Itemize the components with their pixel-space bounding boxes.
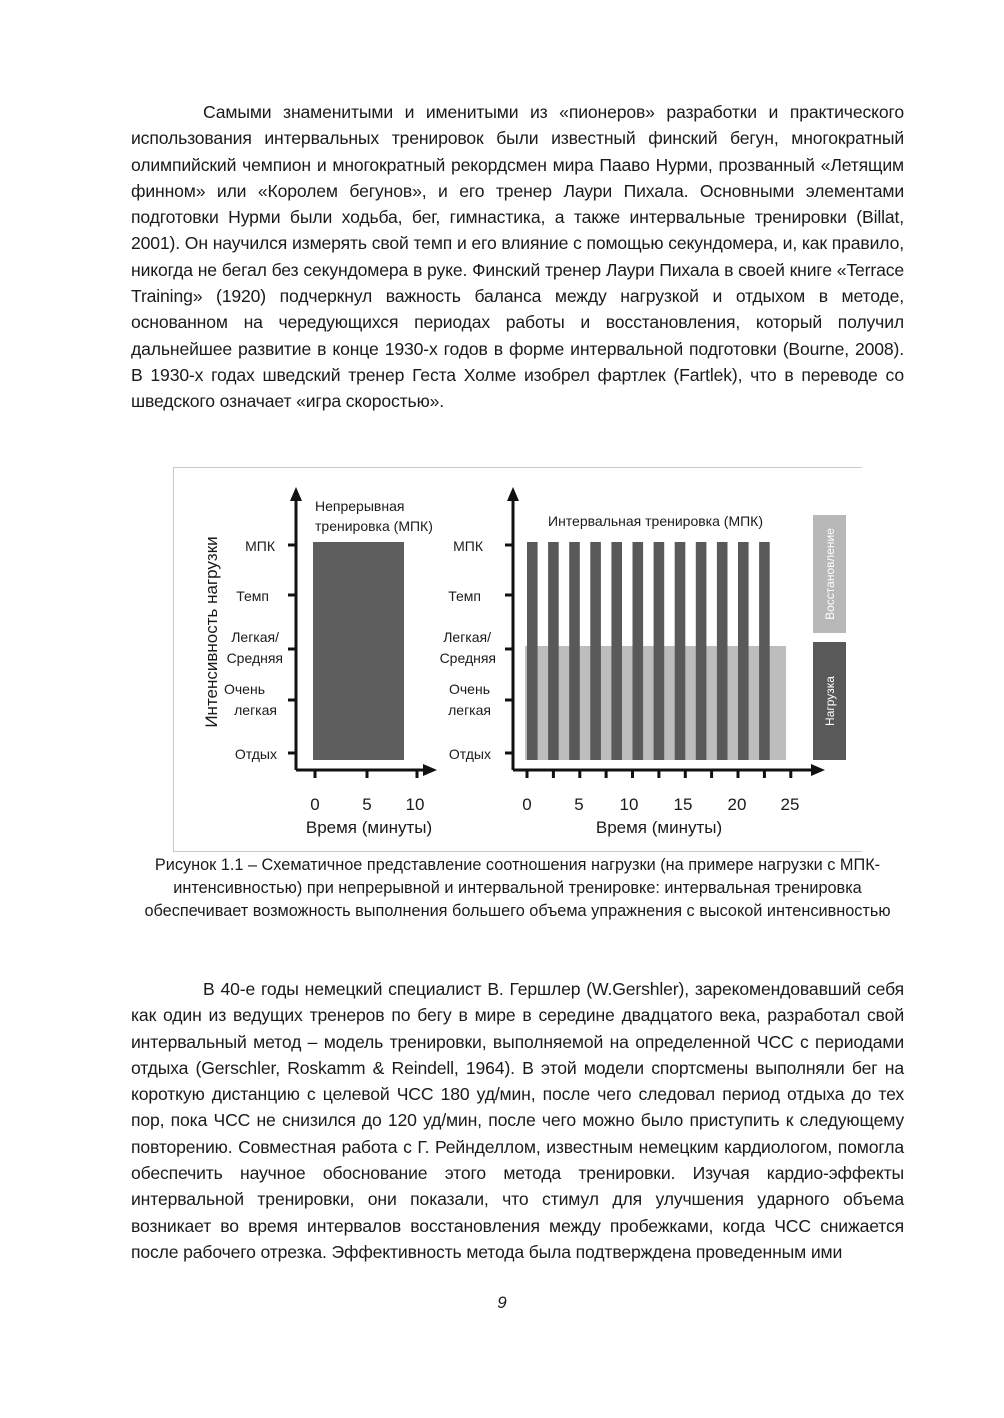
interval-load-bar-12 [759,542,770,760]
right-x-tick-0: 0 [522,795,532,814]
left-level-verylight-2: легкая [234,702,277,718]
right-y-arrow [507,487,519,501]
left-level-verylight-1: Очень [224,681,265,697]
left-level-tempo: Темп [236,588,269,604]
page-number: 9 [497,1293,507,1312]
left-x-tick-5: 5 [362,795,372,814]
continuous-title-2: тренировка (МПК) [315,518,433,534]
right-x-tick-10: 10 [619,795,639,814]
interval-load-bar-4 [590,542,601,760]
interval-load-bar-1 [527,542,538,760]
left-x-arrow [423,764,437,776]
left-x-tick-0: 0 [310,795,320,814]
figure-chart [173,467,863,852]
interval-load-bar-9 [696,542,707,760]
right-level-light-2: Средняя [439,650,496,666]
left-level-rest: Отдых [234,746,277,762]
right-x-tick-25: 25 [780,795,800,814]
right-level-tempo: Темп [448,588,481,604]
left-level-light-2: Средняя [226,650,283,666]
right-level-verylight-1: Очень [449,681,490,697]
interval-title: Интервальная тренировка (МПК) [548,513,763,529]
right-x-tick-5: 5 [574,795,584,814]
right-x-tick-20: 20 [727,795,747,814]
left-x-label: Время (минуты) [305,818,433,837]
interval-load-bar-11 [738,542,749,760]
left-level-mpk: МПК [245,538,275,554]
paragraph-2: В 40-е годы немецкий специалист В. Гершлер (W.Gershler), зарекомендовавший себя как один из ведущих тренеров по бегу в мире в середине двадцатого века, разработал свой интервальный метод – модель тренировки, выполняемой на определенной ЧСС с периодами отдыха (Gerschler, Roskamm & Reindell, 1964). В этой модели спортсмены выполняли бег на короткую дистанцию с целевой ЧСС 180 уд/мин, после чего следовал период отдыха до тех пор, пока ЧСС не снизился до 120 уд/мин, после чего можно было приступить к следующему повторению. Совместная работа с Г. Рейнделлом, известным немецким кардиологом, помогла обеспечить научное обоснование этого метода тренировки. Изучая кардио-эффекты интервальной тренировки, они показали, что стимул для улучшения ударного объема возникает во время интервалов восстановления между пробежками, когда ЧСС снижается после рабочего отрезка. Эффективность метода была подтверждена проведенным ими [131,979,904,1262]
left-y-arrow [290,487,302,501]
right-x-arrow [811,764,825,776]
legend [813,515,846,760]
right-level-mpk: МПК [453,538,483,554]
paragraph-1: Самыми знаменитыми и именитыми из «пионеров» разработки и практического использования интервальных тренировок были известный финский бегун, многократный олимпийский чемпион и многократный рекордсмен мира Пааво Нурми, прозванный «Летящим финном» или «Королем бегунов», и его тренер Лаури Пихала. Основными элементами подготовки Нурми были ходьба, бег, гимнастика, а также интервальные тренировки (Billat, 2001). Он научился измерять свой темп и его влияние с помощью секундомера, и, как правило, никогда не бегал без секундомера в руке. Финский тренер Лаури Пихала в своей книге «Terrace Training» (1920) подчеркнул важность баланса между нагрузкой и отдыхом в методе, основанном на чередующихся периодах работы и восстановления, который получил дальнейшее развитие в конце 1930-х годов в форме интервальной подготовки (Bourne, 2008). В 1930-х годах шведский тренер Геста Холме изобрел фартлек (Fartlek), что в переводе со шведского означает «игра скоростью». [131,102,904,412]
right-level-light-1: Легкая/ [443,629,491,645]
right-level-verylight-2: легкая [448,702,491,718]
continuous-chart [224,487,437,837]
interval-load-bar-3 [569,542,580,760]
right-x-label: Время (минуты) [595,818,723,837]
interval-load-bar-6 [633,542,644,760]
legend-load-label: Нагрузка [823,676,837,726]
continuous-title-1: Непрерывная [315,498,405,514]
right-level-rest: Отдых [448,746,491,762]
interval-load-bar-2 [548,542,559,760]
interval-load-bar-10 [717,542,728,760]
figure-caption: Рисунок 1.1 – Схематичное представление соотношения нагрузки (на примере нагрузки с МПК-интенсивностью) при непрерывной и интервальной тренировке: интервальная тренировка обеспечивает возможность выполнения большего объема упражнения с высокой интенсивностью [144,856,891,920]
left-x-tick-10: 10 [405,795,425,814]
y-axis-label: Интенсивность нагрузки [202,536,221,728]
interval-load-bar-8 [675,542,686,760]
legend-recovery-label: Восстановление [823,528,837,620]
interval-load-bar-5 [611,542,622,760]
interval-load-bar-7 [654,542,665,760]
right-x-tick-15: 15 [673,795,693,814]
interval-chart [440,487,825,837]
left-level-light-1: Легкая/ [231,629,279,645]
continuous-load-bar [313,542,404,760]
